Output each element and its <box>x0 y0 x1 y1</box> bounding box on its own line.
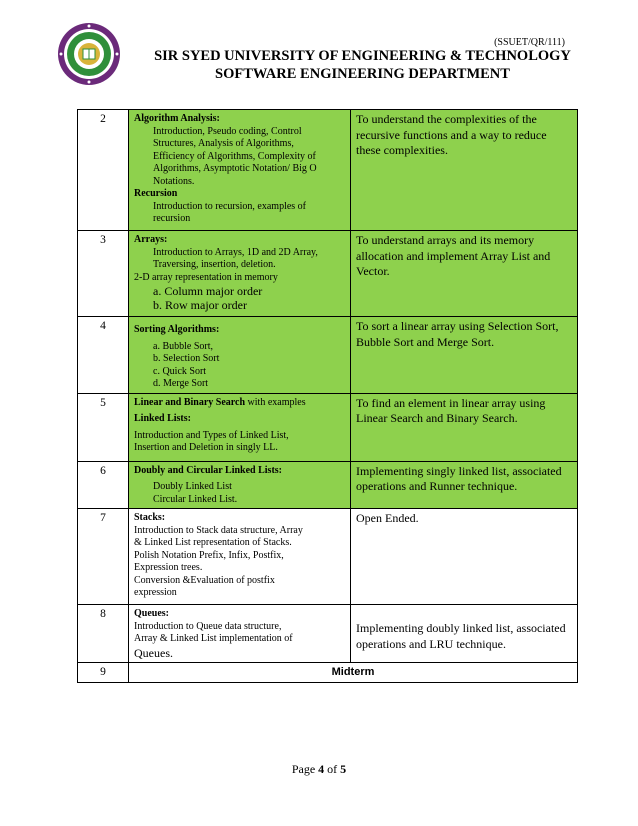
topic-item: a. Column major order <box>153 284 263 298</box>
page-prefix: Page <box>291 762 319 776</box>
university-name: SIR SYED UNIVERSITY OF ENGINEERING & TECHNOLOGY <box>154 48 571 64</box>
topic-cell <box>129 110 351 231</box>
topic-line: Introduction to Queue data structure, <box>134 620 282 632</box>
topic-line: Expression trees. <box>134 562 203 573</box>
page-total: 5 <box>340 762 347 776</box>
topic-item: a. Bubble Sort, <box>153 340 213 352</box>
week-number: 2 <box>78 110 129 231</box>
topic-line: Insertion and Deletion in singly LL. <box>134 442 278 453</box>
topic-line: Introduction, Pseudo coding, Control <box>153 125 302 137</box>
topic-heading-suffix: with examples <box>245 396 306 408</box>
topic-item: d. Merge Sort <box>153 378 209 389</box>
table-row <box>78 509 578 605</box>
topic-cell <box>129 461 351 509</box>
topic-cell <box>129 605 351 663</box>
topic-line: & Linked List representation of Stacks. <box>134 537 292 548</box>
midterm-label: Midterm <box>129 663 578 683</box>
topic-heading: Linear and Binary Search <box>134 396 246 408</box>
week-number: 3 <box>78 231 129 317</box>
topic-heading: Sorting Algorithms: <box>134 324 220 335</box>
table-row <box>78 663 578 683</box>
topic-line: Introduction and Types of Linked List, <box>134 429 289 441</box>
topic-line: expression <box>134 587 177 598</box>
topic-line: Introduction to recursion, examples of <box>153 200 307 212</box>
topic-heading: Arrays: <box>134 234 168 245</box>
topic-line: Notations. <box>153 175 195 187</box>
topic-item: Circular Linked List. <box>153 493 238 505</box>
department-name: SOFTWARE ENGINEERING DEPARTMENT <box>215 66 510 82</box>
objective-cell: Open Ended. <box>351 509 578 605</box>
week-number: 8 <box>78 605 129 663</box>
topic-item: b. Selection Sort <box>153 353 220 364</box>
topic-cell <box>129 317 351 394</box>
topic-line: Algorithms, Asymptotic Notation/ Big O <box>153 163 317 174</box>
course-outline-table <box>77 109 578 683</box>
topic-heading: Doubly and Circular Linked Lists: <box>134 464 283 476</box>
table-row <box>78 317 578 394</box>
objective-text: Implementing doubly linked list, associated operations and LRU technique. <box>356 621 566 651</box>
topic-line: Structures, Analysis of Algorithms, <box>153 138 294 149</box>
topic-cell <box>129 509 351 605</box>
objective-cell: To find an element in linear array using Linear Search and Binary Search. <box>351 393 578 461</box>
topic-item: c. Quick Sort <box>153 365 207 377</box>
table-row <box>78 231 578 317</box>
topic-heading: Stacks: <box>134 512 166 523</box>
objective-cell: To understand arrays and its memory allocation and implement Array List and Vector. <box>351 231 578 317</box>
topic-line: recursion <box>153 213 191 224</box>
week-number: 6 <box>78 461 129 509</box>
topic-item: Doubly Linked List <box>153 481 232 492</box>
topic-line: Introduction to Stack data structure, Array <box>134 524 303 536</box>
week-number: 4 <box>78 317 129 394</box>
topic-line: Conversion &Evaluation of postfix <box>134 574 275 586</box>
document-code: (SSUET/QR/111) <box>494 37 565 48</box>
week-number: 7 <box>78 509 129 605</box>
week-number: 9 <box>78 663 129 683</box>
table-row <box>78 393 578 461</box>
page-current: 4 <box>318 762 325 776</box>
topic-heading: Algorithm Analysis: <box>134 113 220 124</box>
topic-heading-line <box>134 397 346 410</box>
objective-cell: Implementing singly linked list, associated operations and Runner technique. <box>351 461 578 509</box>
topic-cell <box>129 231 351 317</box>
topic-line: Queues. <box>134 645 173 660</box>
topic-heading: Linked Lists: <box>134 413 191 424</box>
table-row <box>78 605 578 663</box>
page-number <box>0 762 638 777</box>
topic-line: Efficiency of Algorithms, Complexity of <box>153 150 316 162</box>
topic-heading: Recursion <box>134 188 178 199</box>
topic-heading: Queues: <box>134 608 169 619</box>
page-of: of <box>324 762 341 776</box>
table-row <box>78 110 578 231</box>
topic-cell <box>129 393 351 461</box>
objective-cell: To understand the complexities of the recursive functions and a way to reduce these complexities. <box>351 110 578 231</box>
topic-line: Introduction to Arrays, 1D and 2D Array, <box>153 246 318 258</box>
table-row <box>78 461 578 509</box>
topic-line: Polish Notation Prefix, Infix, Postfix, <box>134 549 284 561</box>
topic-line: 2-D array representation in memory <box>134 271 278 283</box>
objective-cell: To sort a linear array using Selection Sort, Bubble Sort and Merge Sort. <box>351 317 578 394</box>
topic-item: b. Row major order <box>153 298 247 312</box>
university-seal-logo <box>57 22 121 86</box>
objective-cell <box>351 605 578 663</box>
topic-line: Array & Linked List implementation of <box>134 633 293 644</box>
topic-line: Traversing, insertion, deletion. <box>153 259 276 270</box>
week-number: 5 <box>78 393 129 461</box>
